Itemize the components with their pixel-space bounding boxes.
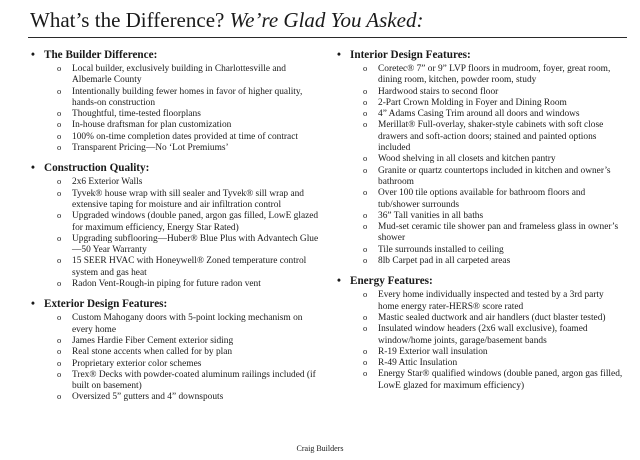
feature-item: o R-49 Attic Insulation: [336, 358, 626, 369]
feature-item: o 100% on-time completion dates provided at time of contract: [30, 132, 320, 143]
feature-item: o 8lb Carpet pad in all carpeted areas: [336, 256, 626, 267]
section-construction-quality: [30, 161, 320, 290]
feature-item: o Transparent Pricing—No ‘Lot Premiums’: [30, 143, 320, 154]
feature-item: o Hardwood stairs to second floor: [336, 87, 626, 98]
section-energy-features: [336, 274, 626, 392]
feature-item: o In-house draftsman for plan customization: [30, 120, 320, 131]
feature-item: o James Hardie Fiber Cement exterior siding: [30, 336, 320, 347]
feature-item: o Granite or quartz countertops included in kitchen and owner’s bathroom: [336, 166, 626, 189]
feature-item: o Trex® Decks with powder-coated aluminum railings included (if built on basement): [30, 370, 320, 393]
page-title-tail: We’re Glad You Asked:: [229, 8, 424, 32]
feature-item: o Intentionally building fewer homes in favor of higher quality, hands-on construction: [30, 87, 320, 110]
feature-list: [30, 313, 320, 403]
page-title: [30, 6, 630, 34]
feature-item: o Energy Star® qualified windows (double paned, argon gas filled, LowE glazed for maximum efficiency): [336, 369, 626, 392]
feature-item: o Real stone accents when called for by plan: [30, 347, 320, 358]
section-heading: • Construction Quality:: [30, 161, 320, 176]
feature-item: o Mastic sealed ductwork and air handlers (duct blaster tested): [336, 313, 626, 324]
feature-item: o Coretec® 7” or 9” LVP floors in mudroom, foyer, great room, dining room, kitchen, powder room, study: [336, 64, 626, 87]
footer-company-name: Craig Builders: [296, 444, 344, 453]
feature-item: o Custom Mahogany doors with 5-point locking mechanism on every home: [30, 313, 320, 336]
section-the-builder-difference: [30, 48, 320, 154]
feature-item: o 2x6 Exterior Walls: [30, 177, 320, 188]
section-heading: • The Builder Difference:: [30, 48, 320, 63]
feature-item: o Radon Vent-Rough-in piping for future radon vent: [30, 279, 320, 290]
feature-item: o Thoughtful, time-tested floorplans: [30, 109, 320, 120]
page-title-lead: What’s the Difference?: [30, 8, 230, 32]
feature-item: o Tile surrounds installed to ceiling: [336, 245, 626, 256]
feature-item: o Upgrading subflooring—Huber® Blue Plus with Advantech Glue—50 Year Warranty: [30, 234, 320, 257]
section-interior-design-features: [336, 48, 626, 267]
feature-list: [336, 64, 626, 267]
section-heading: • Exterior Design Features:: [30, 297, 320, 312]
feature-item: o Proprietary exterior color schemes: [30, 359, 320, 370]
feature-item: o Mud-set ceramic tile shower pan and frameless glass in owner’s shower: [336, 222, 626, 245]
section-heading: • Energy Features:: [336, 274, 626, 289]
feature-item: o Over 100 tile options available for bathroom floors and tub/shower surrounds: [336, 188, 626, 211]
feature-item: o Merillat® Full-overlay, shaker-style cabinets with soft close drawers and soft-action doors; stained and painted options included: [336, 120, 626, 154]
feature-list: [336, 290, 626, 392]
feature-item: o 36” Tall vanities in all baths: [336, 211, 626, 222]
feature-item: o 4” Adams Casing Trim around all doors and windows: [336, 109, 626, 120]
feature-item: o Tyvek® house wrap with sill sealer and Tyvek® sill wrap and extensive taping for moisture and air infiltration control: [30, 189, 320, 212]
left-column: [30, 48, 320, 411]
feature-item: o Local builder, exclusively building in Charlottesville and Albemarle County: [30, 64, 320, 87]
section-exterior-design-features: [30, 297, 320, 403]
feature-item: o Insulated window headers (2x6 wall exclusive), foamed window/home joints, garage/basement bands: [336, 324, 626, 347]
title-divider: [28, 37, 627, 38]
right-column: [336, 48, 626, 399]
feature-list: [30, 64, 320, 154]
feature-list: [30, 177, 320, 290]
feature-item: o 15 SEER HVAC with Honeywell® Zoned temperature control system and gas heat: [30, 256, 320, 279]
feature-item: o Oversized 5” gutters and 4” downspouts: [30, 392, 320, 403]
feature-item: o 2-Part Crown Molding in Foyer and Dining Room: [336, 98, 626, 109]
feature-item: o R-19 Exterior wall insulation: [336, 347, 626, 358]
feature-item: o Wood shelving in all closets and kitchen pantry: [336, 154, 626, 165]
section-heading: • Interior Design Features:: [336, 48, 626, 63]
feature-item: o Every home individually inspected and tested by a 3rd party home energy rater-HERS® score rated: [336, 290, 626, 313]
feature-item: o Upgraded windows (double paned, argon gas filled, LowE glazed for maximum efficiency, Energy Star Rated): [30, 211, 320, 234]
